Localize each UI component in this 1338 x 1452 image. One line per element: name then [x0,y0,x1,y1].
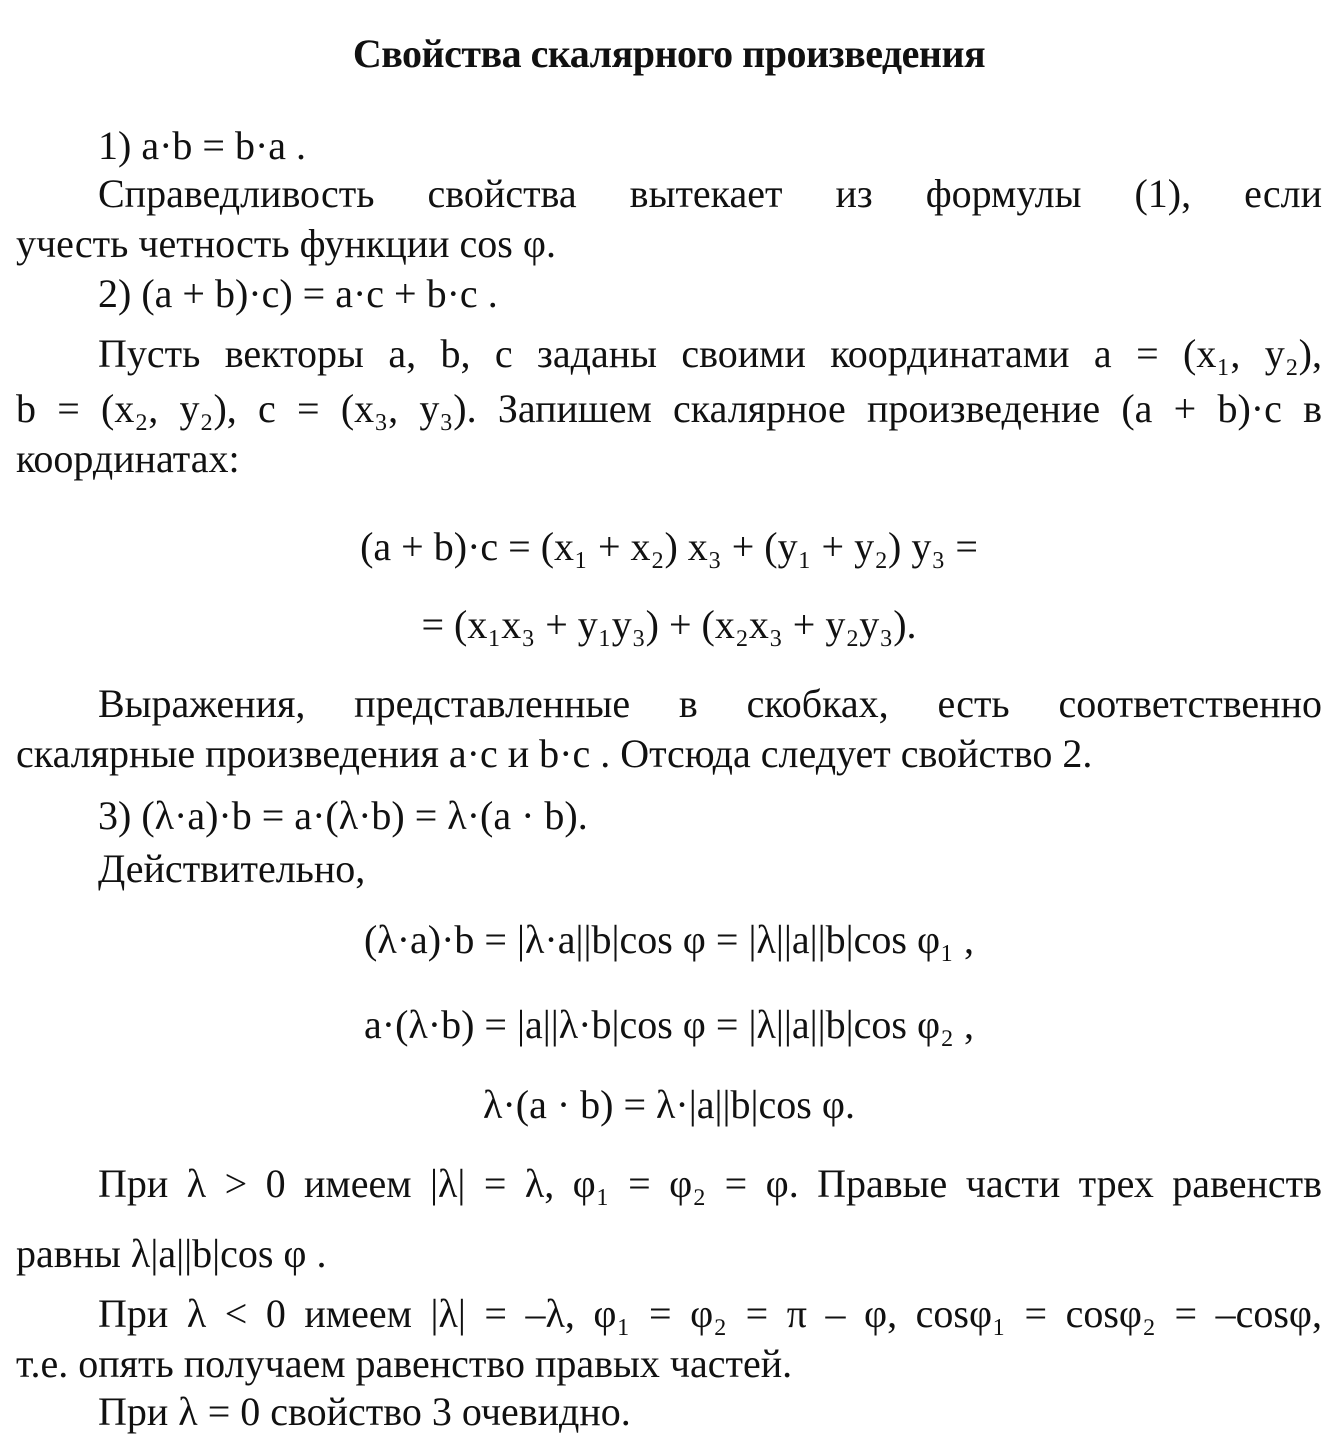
paragraph-line: Выражения, представленные в скобках, есть соответственно [98,681,1322,726]
paragraph-line: т.е. опять получаем равенство правых частей. [16,1341,793,1386]
paragraph-line: Пусть векторы a, b, c заданы своими координатами a = (x₁, y₂), [98,331,1322,376]
formula-case-2: a·(λ·b) = |a||λ·b|cos φ = |λ||a||b|cos φ₂ , [364,1002,974,1047]
paragraph-line: При λ < 0 имеем |λ| = –λ, φ₁ = φ₂ = π – φ, cosφ₁ = cosφ₂ = –cosφ, [98,1291,1322,1336]
page-title: Свойства скалярного произведения [352,31,986,76]
paragraph-line: Справедливость свойства вытекает из формулы (1), если [98,171,1322,216]
formula-case-1: (λ·a)·b = |λ·a||b|cos φ = |λ||a||b|cos φ₁ , [364,917,974,962]
formula-sum-regrouped: = (x₁x₃ + y₁y₃) + (x₂x₃ + y₂y₃). [421,602,917,647]
paragraph-line: учесть четность функции cos φ. [16,221,556,266]
paragraph-line: При λ = 0 свойство 3 очевидно. [98,1389,631,1434]
property-1: 1) a·b = b·a . [98,123,307,168]
paragraph-line: координатах: [16,436,240,481]
property-3: 3) (λ·a)·b = a·(λ·b) = λ·(a · b). [98,793,588,838]
formula-case-3: λ·(a · b) = λ·|a||b|cos φ. [483,1082,855,1127]
paragraph-line: равны λ|a||b|cos φ . [16,1231,327,1276]
paragraph-line: скалярные произведения a·c и b·c . Отсюда следует свойство 2. [16,731,1093,776]
paragraph-line: При λ > 0 имеем |λ| = λ, φ₁ = φ₂ = φ. Правые части трех равенств [98,1161,1322,1206]
paragraph-line: Действительно, [98,846,366,891]
formula-sum-coordinates: (a + b)·c = (x₁ + x₂) x₃ + (y₁ + y₂) y₃ = [360,524,978,569]
property-2: 2) (a + b)·c) = a·c + b·c . [98,271,498,316]
paragraph-line: b = (x₂, y₂), c = (x₃, y₃). Запишем скалярное произведение (a + b)·c в [16,386,1322,431]
